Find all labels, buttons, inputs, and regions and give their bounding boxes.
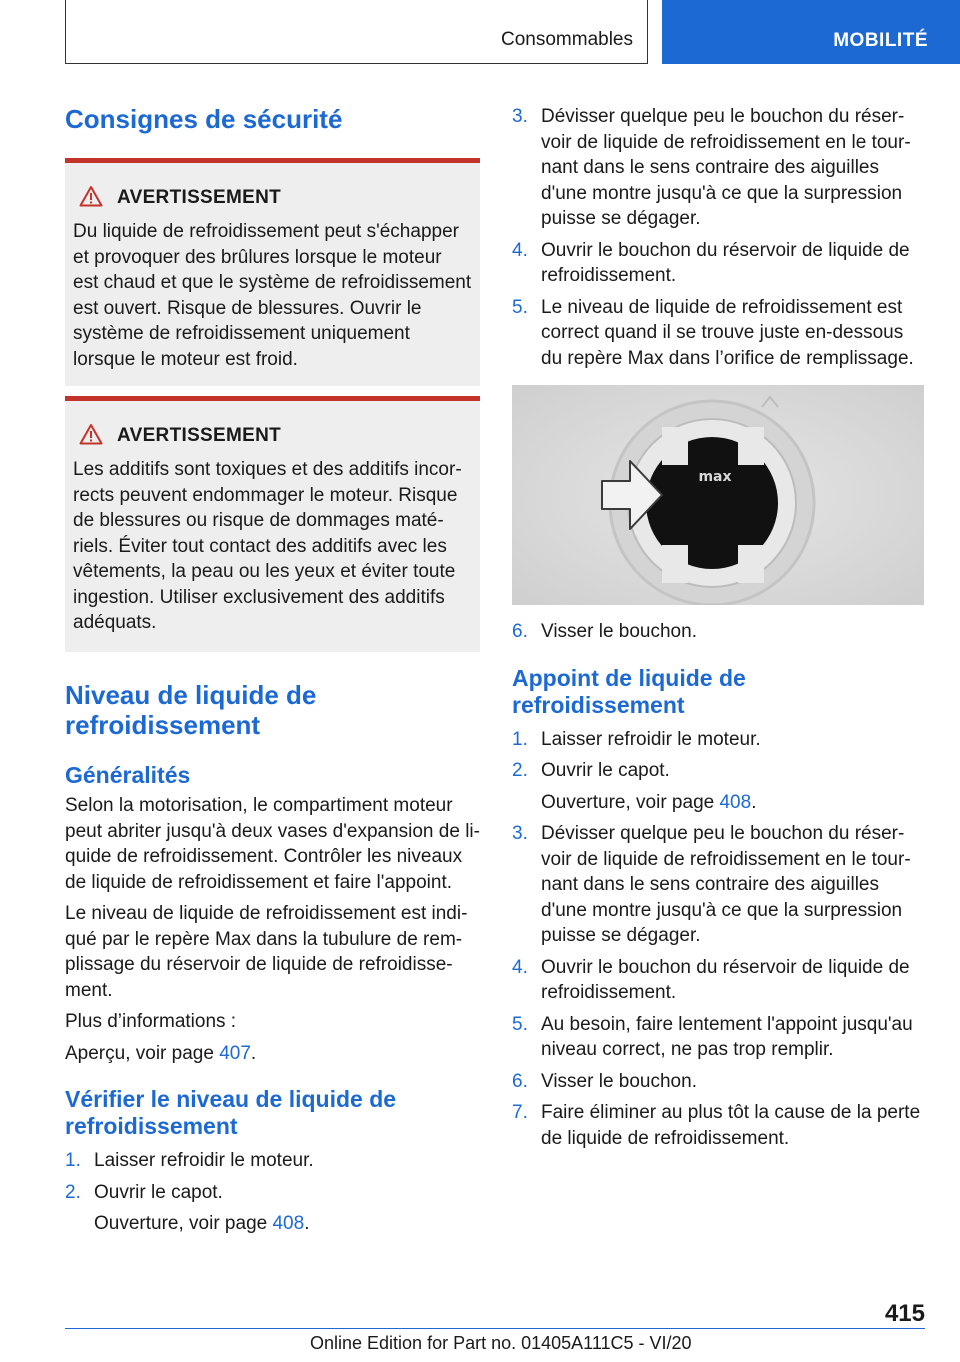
coolant-heading: Niveau de liquide de refroidissement xyxy=(65,680,317,740)
running-header-section: Consommables xyxy=(501,29,633,50)
warning-title: AVERTISSEMENT xyxy=(117,425,282,446)
warning-triangle-icon xyxy=(79,423,103,450)
right-column xyxy=(512,104,924,1157)
list-item: 5. Le niveau de liquide de refroidissement est correct quand il se trouve juste en-dessous du repère Max dans l’orifice de remplissage. xyxy=(512,296,914,369)
list-item: 6. Visser le bouchon. xyxy=(512,621,697,642)
topup-heading: Appoint de liquide de refroidissement xyxy=(512,664,746,718)
list-item: 7. Faire éliminer au plus tôt la cause de la perte de liquide de refroidissement. xyxy=(512,1102,921,1149)
list-item: 3. Dévisser quelque peu le bouchon du réservoir de liquide de refroidissement en le tournant dans le sens contraire des aiguilles d'une montre jusqu'à ce que la surpression puisse se dégager. xyxy=(512,106,911,229)
left-column xyxy=(65,104,480,1243)
running-header-box xyxy=(65,0,648,64)
page-link[interactable]: 407 xyxy=(219,1042,251,1064)
overview-reference: Aperçu, voir page 407. xyxy=(65,1042,257,1064)
list-item: 4. Ouvrir le bouchon du réservoir de liquide de refroidissement. xyxy=(512,956,910,1003)
warning-box-2 xyxy=(65,396,480,652)
max-marker-label: max xyxy=(698,469,732,485)
list-item: 1. Laisser refroidir le moteur. xyxy=(65,1150,314,1171)
coolant-cap-figure xyxy=(512,385,924,605)
check-steps-final xyxy=(512,619,924,645)
chapter-tab-label: MOBILITÉ xyxy=(833,30,928,51)
warning-text: Les additifs sont toxiques et des additifs incorrects peuvent endommager le moteur. Risque de blessures ou risque de dommages matériels. Éviter tout contact des additifs avec les vêtements, la peau ou les yeux et éviter toute ingestion. Utiliser exclusivement des additifs adéquats. xyxy=(73,459,462,633)
chapter-tab[interactable] xyxy=(662,0,960,64)
footer-divider xyxy=(65,1328,925,1329)
list-item: 4. Ouvrir le bouchon du réservoir de liquide de refroidissement. xyxy=(512,239,910,286)
page-link[interactable]: 408 xyxy=(719,791,752,813)
safety-heading: Consignes de sécurité xyxy=(65,104,343,134)
general-paragraph-1: Selon la motorisation, le compartiment moteur peut abriter jusqu'à deux vases d'expansion de liquide de refroidissement. Contrôler les niveaux de liquide de refroidissement et faire l'appoint. xyxy=(65,795,480,893)
general-heading: Généralités xyxy=(65,762,191,788)
more-info-label: Plus d’informations : xyxy=(65,1011,237,1032)
warning-box-1 xyxy=(65,158,480,386)
list-item: 2. Ouvrir le capot. Ouverture, voir page 408. xyxy=(65,1181,310,1234)
warning-title: AVERTISSEMENT xyxy=(117,187,282,208)
general-paragraph-2: Le niveau de liquide de refroidissement est indiqué par le repère Max dans la tubulure de remplissage du réservoir de liquide de refroidissement. xyxy=(65,903,468,1001)
warning-triangle-icon xyxy=(79,185,103,212)
list-item: 2. Ouvrir le capot. Ouverture, voir page 408. xyxy=(512,760,757,813)
topup-steps-list xyxy=(512,727,924,1152)
list-item: 6. Visser le bouchon. xyxy=(512,1070,697,1092)
footer-edition: Online Edition for Part no. 01405A111C5 - VI/20 xyxy=(310,1333,692,1353)
check-heading: Vérifier le niveau de liquide de refroidissement xyxy=(65,1086,397,1139)
list-item: 1. Laisser refroidir le moteur. xyxy=(512,728,761,750)
check-steps-continued xyxy=(512,104,924,371)
page-number: 415 xyxy=(884,1300,925,1327)
page-link[interactable]: 408 xyxy=(272,1213,305,1234)
list-item: 5. Au besoin, faire lentement l'appoint jusqu'au niveau correct, ne pas trop remplir. xyxy=(512,1013,913,1060)
warning-text: Du liquide de refroidissement peut s'échapper et provoquer des brûlures lorsque le moteur est chaud et que le système de refroidissement est ouvert. Risque de blessures. Ouvrir le système de refroidissement uniquement lorsque le moteur est froid. xyxy=(73,221,472,370)
check-steps-list xyxy=(65,1148,480,1237)
list-item: 3. Dévisser quelque peu le bouchon du réservoir de liquide de refroidissement en le tournant dans le sens contraire des aiguilles d'une montre jusqu'à ce que la surpression puisse se dégager. xyxy=(512,823,911,946)
